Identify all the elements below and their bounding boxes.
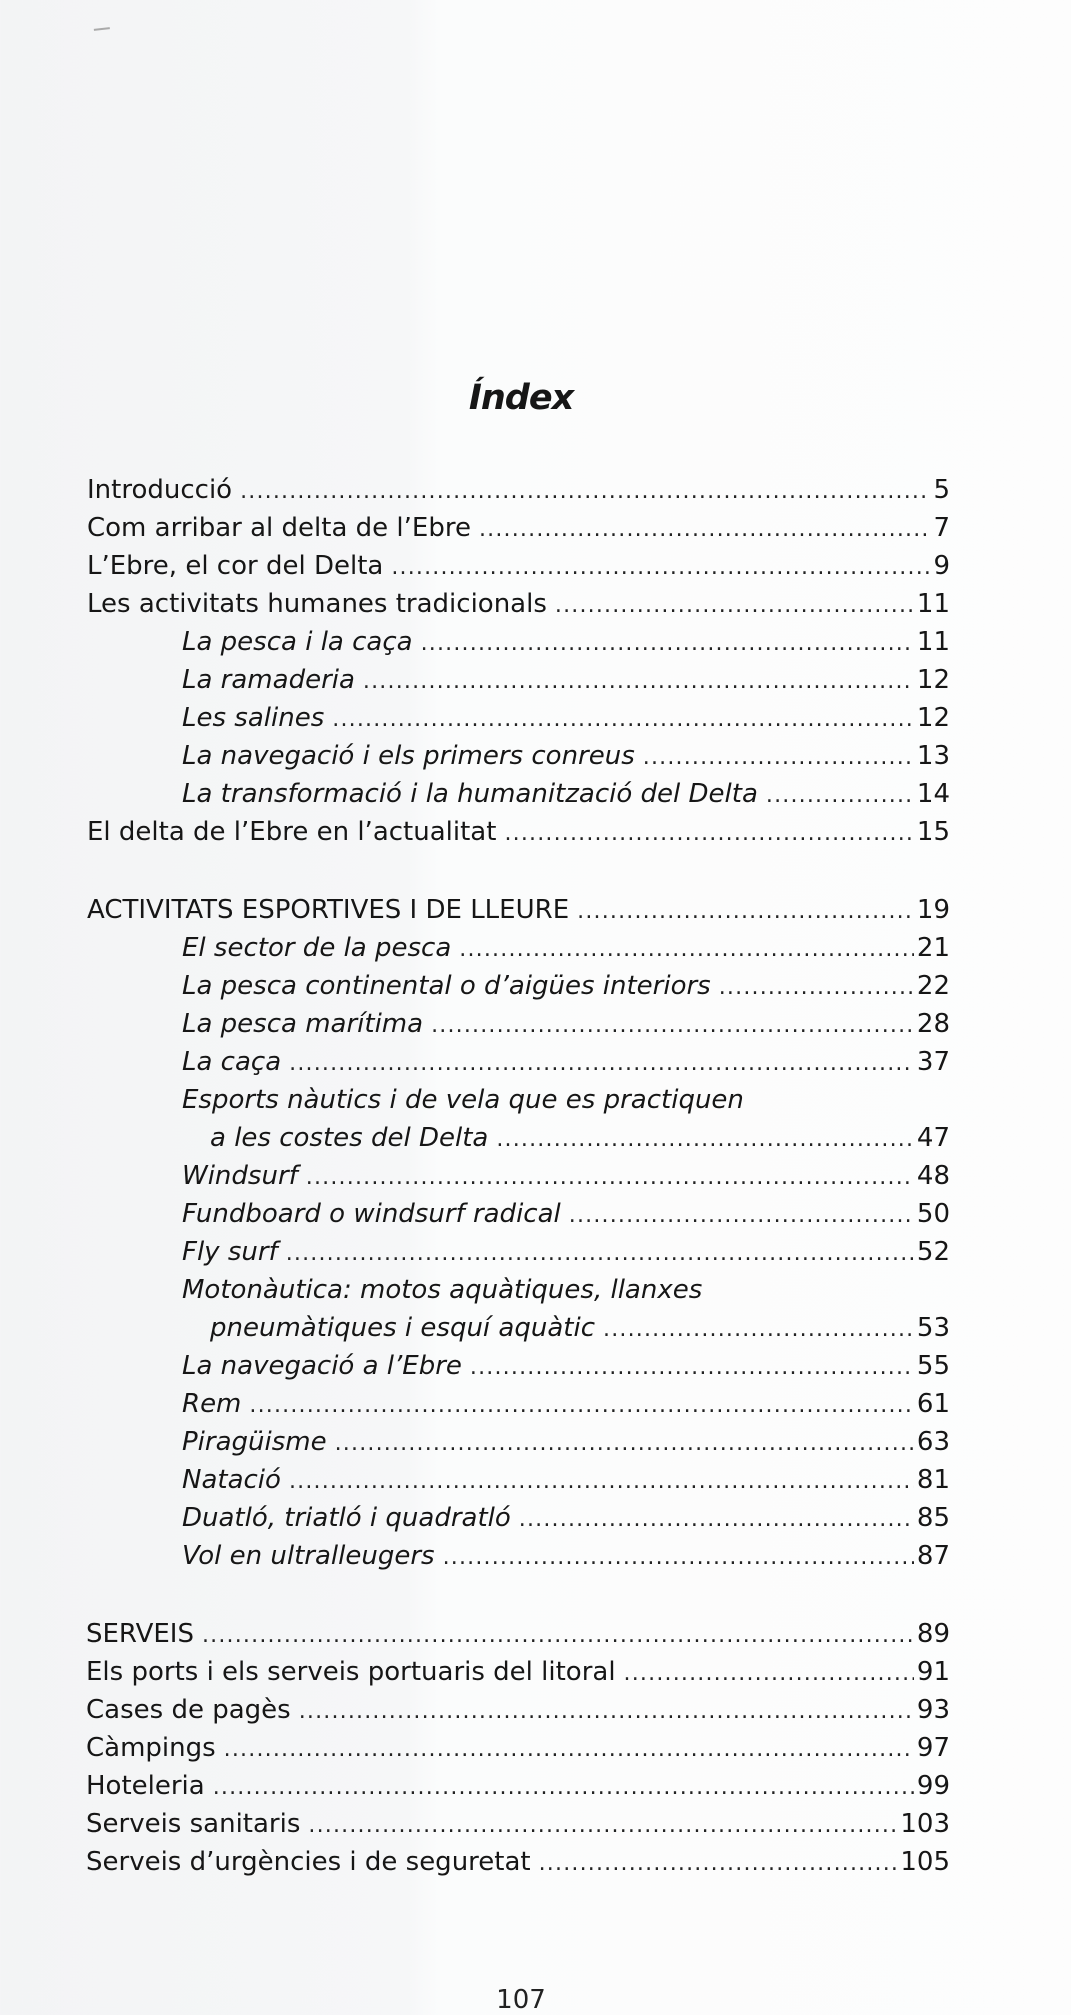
toc-entry-title: Les activitats humanes tradicionals xyxy=(87,589,547,619)
toc-entry-page: 91 xyxy=(916,1657,950,1687)
toc-subentry[interactable] xyxy=(182,699,950,737)
toc-entry-page: 52 xyxy=(916,1237,950,1267)
toc-entry-title: ACTIVITATS ESPORTIVES I DE LLEURE xyxy=(87,895,570,925)
toc-entry-title: Vol en ultralleugers xyxy=(182,1541,435,1571)
dot-leader xyxy=(431,1005,914,1045)
toc-subentry[interactable] xyxy=(182,775,950,813)
dot-leader xyxy=(479,509,930,549)
toc-entry-page: 12 xyxy=(916,703,950,733)
toc-subentry[interactable] xyxy=(182,1461,950,1499)
toc-subentry[interactable] xyxy=(182,1499,950,1537)
toc-entry-title: L’Ebre, el cor del Delta xyxy=(87,551,384,581)
dot-leader xyxy=(363,661,914,701)
dot-leader xyxy=(289,1043,914,1083)
toc-subentry[interactable] xyxy=(182,1157,950,1195)
toc-entry-title: Natació xyxy=(182,1465,281,1495)
toc-entry-title: Fundboard o windsurf radical xyxy=(182,1199,561,1229)
toc-subentry[interactable] xyxy=(182,967,950,1005)
toc-entry[interactable] xyxy=(86,1767,950,1805)
toc-entry-page: 103 xyxy=(900,1809,950,1839)
toc-entry-page: 14 xyxy=(916,779,950,809)
toc-entry-page: 85 xyxy=(916,1503,950,1533)
dot-leader xyxy=(504,813,913,853)
toc-subentry-first-line[interactable]: Esports nàutics i de vela que es practiquen xyxy=(182,1085,744,1115)
toc-subentry[interactable] xyxy=(182,1005,950,1043)
toc-entry-page: 11 xyxy=(916,627,950,657)
toc-subentry[interactable] xyxy=(182,623,950,661)
toc-entry-title: Introducció xyxy=(87,475,233,505)
dot-leader xyxy=(519,1499,914,1539)
toc-entry-title: Piragüisme xyxy=(182,1427,327,1457)
toc-entry-title: El delta de l’Ebre en l’actualitat xyxy=(87,817,497,847)
dot-leader xyxy=(224,1729,914,1769)
toc-entry-title: La pesca marítima xyxy=(182,1009,424,1039)
toc-entry-page: 28 xyxy=(916,1009,950,1039)
toc-entry-page: 105 xyxy=(900,1847,950,1877)
toc-entry[interactable] xyxy=(86,1653,950,1691)
toc-entry-page: 7 xyxy=(933,513,950,543)
toc-entry-title: Serveis sanitaris xyxy=(86,1809,301,1839)
toc-entry-title: La ramaderia xyxy=(182,665,355,695)
toc-entry[interactable] xyxy=(87,585,950,623)
dot-leader xyxy=(240,471,930,511)
toc-entry-page: 21 xyxy=(916,933,950,963)
dot-leader xyxy=(569,1195,914,1235)
toc-subentry[interactable] xyxy=(182,1347,950,1385)
toc-entry-title: El sector de la pesca xyxy=(182,933,452,963)
toc-entry-title: Cases de pagès xyxy=(86,1695,291,1725)
toc-entry-title: Serveis d’urgències i de seguretat xyxy=(86,1847,531,1877)
toc-subentry[interactable] xyxy=(182,1385,950,1423)
toc-entry-page: 89 xyxy=(916,1619,950,1649)
dot-leader xyxy=(332,699,914,739)
dot-leader xyxy=(577,891,914,931)
toc-entry[interactable] xyxy=(86,1805,950,1843)
dot-leader xyxy=(286,1233,914,1273)
toc-subentry[interactable] xyxy=(182,1043,950,1081)
dot-leader xyxy=(719,967,914,1007)
dot-leader xyxy=(391,547,930,587)
toc-entry-title: La transformació i la humanització del Delta xyxy=(182,779,758,809)
toc-entry-title: La pesca continental o d’aigües interiors xyxy=(182,971,711,1001)
toc-subentry[interactable] xyxy=(182,737,950,775)
toc-entry-page: 87 xyxy=(916,1541,950,1571)
toc-entry-title: La caça xyxy=(182,1047,282,1077)
dot-leader xyxy=(421,623,914,663)
toc-entry[interactable] xyxy=(86,1691,950,1729)
scan-speck xyxy=(94,27,110,34)
dot-leader xyxy=(766,775,914,815)
toc-subentry[interactable] xyxy=(182,929,950,967)
dot-leader xyxy=(308,1805,897,1845)
toc-subentry[interactable] xyxy=(210,1119,950,1157)
toc-entry-title: La pesca i la caça xyxy=(182,627,413,657)
toc-entry-page: 12 xyxy=(916,665,950,695)
toc-subentry-first-line[interactable]: Motonàutica: motos aquàtiques, llanxes xyxy=(182,1275,703,1305)
toc-subentry[interactable] xyxy=(182,661,950,699)
toc-entry-page: 93 xyxy=(916,1695,950,1725)
toc-entry-page: 9 xyxy=(933,551,950,581)
toc-entry-title: Duatló, triatló i quadratló xyxy=(182,1503,511,1533)
toc-entry-page: 22 xyxy=(916,971,950,1001)
dot-leader xyxy=(470,1347,914,1387)
toc-subentry[interactable] xyxy=(182,1195,950,1233)
toc-entry-page: 37 xyxy=(916,1047,950,1077)
toc-entry-page: 48 xyxy=(916,1161,950,1191)
toc-entry-page: 55 xyxy=(916,1351,950,1381)
toc-entry-title: Rem xyxy=(182,1389,242,1419)
dot-leader xyxy=(289,1461,914,1501)
dot-leader xyxy=(335,1423,914,1463)
toc-entry-page: 50 xyxy=(916,1199,950,1229)
toc-entry-page: 19 xyxy=(916,895,950,925)
toc-entry[interactable] xyxy=(87,471,950,509)
dot-leader xyxy=(213,1767,914,1807)
toc-entry-page: 15 xyxy=(916,817,950,847)
dot-leader xyxy=(306,1157,914,1197)
toc-entry[interactable] xyxy=(86,1843,950,1881)
toc-section-heading[interactable] xyxy=(87,891,950,929)
toc-entry-title: SERVEIS xyxy=(86,1619,194,1649)
toc-entry[interactable] xyxy=(86,1729,950,1767)
toc-entry-title: La navegació a l’Ebre xyxy=(182,1351,462,1381)
page-title: Índex xyxy=(468,378,574,418)
toc-entry-page: 5 xyxy=(933,475,950,505)
dot-leader xyxy=(443,1537,914,1577)
toc-entry-page: 63 xyxy=(916,1427,950,1457)
dot-leader xyxy=(299,1691,914,1731)
dot-leader xyxy=(202,1615,914,1655)
toc-entry-page: 53 xyxy=(916,1313,950,1343)
toc-section-heading[interactable] xyxy=(86,1615,950,1653)
toc-subentry[interactable] xyxy=(182,1233,950,1271)
toc-entry-page: 13 xyxy=(916,741,950,771)
toc-entry-title: Hoteleria xyxy=(86,1771,205,1801)
toc-entry[interactable] xyxy=(87,547,950,585)
toc-entry[interactable] xyxy=(87,813,950,851)
toc-entry-title: a les costes del Delta xyxy=(210,1123,489,1153)
toc-entry-page: 81 xyxy=(916,1465,950,1495)
toc-entry-title: La navegació i els primers conreus xyxy=(182,741,635,771)
dot-leader xyxy=(555,585,914,625)
dot-leader xyxy=(539,1843,898,1883)
dot-leader xyxy=(249,1385,914,1425)
toc-subentry[interactable] xyxy=(182,1537,950,1575)
toc-entry-title: Càmpings xyxy=(86,1733,216,1763)
toc-entry-title: Els ports i els serveis portuaris del litoral xyxy=(86,1657,616,1687)
toc-entry-page: 99 xyxy=(916,1771,950,1801)
toc-entry-page: 61 xyxy=(916,1389,950,1419)
dot-leader xyxy=(603,1309,914,1349)
toc-entry-title: pneumàtiques i esquí aquàtic xyxy=(210,1313,595,1343)
toc-entry-page: 47 xyxy=(916,1123,950,1153)
dot-leader xyxy=(643,737,914,777)
toc-subentry[interactable] xyxy=(182,1423,950,1461)
dot-leader xyxy=(624,1653,914,1693)
dot-leader xyxy=(459,929,914,969)
toc-entry-page: 97 xyxy=(916,1733,950,1763)
dot-leader xyxy=(496,1119,914,1159)
toc-entry[interactable] xyxy=(87,509,950,547)
toc-entry-title: Windsurf xyxy=(182,1161,298,1191)
toc-subentry[interactable] xyxy=(210,1309,950,1347)
toc-entry-title: Les salines xyxy=(182,703,325,733)
page-number: 107 xyxy=(496,1985,546,2015)
toc-entry-title: Fly surf xyxy=(182,1237,278,1267)
toc-entry-page: 11 xyxy=(916,589,950,619)
toc-entry-title: Com arribar al delta de l’Ebre xyxy=(87,513,471,543)
